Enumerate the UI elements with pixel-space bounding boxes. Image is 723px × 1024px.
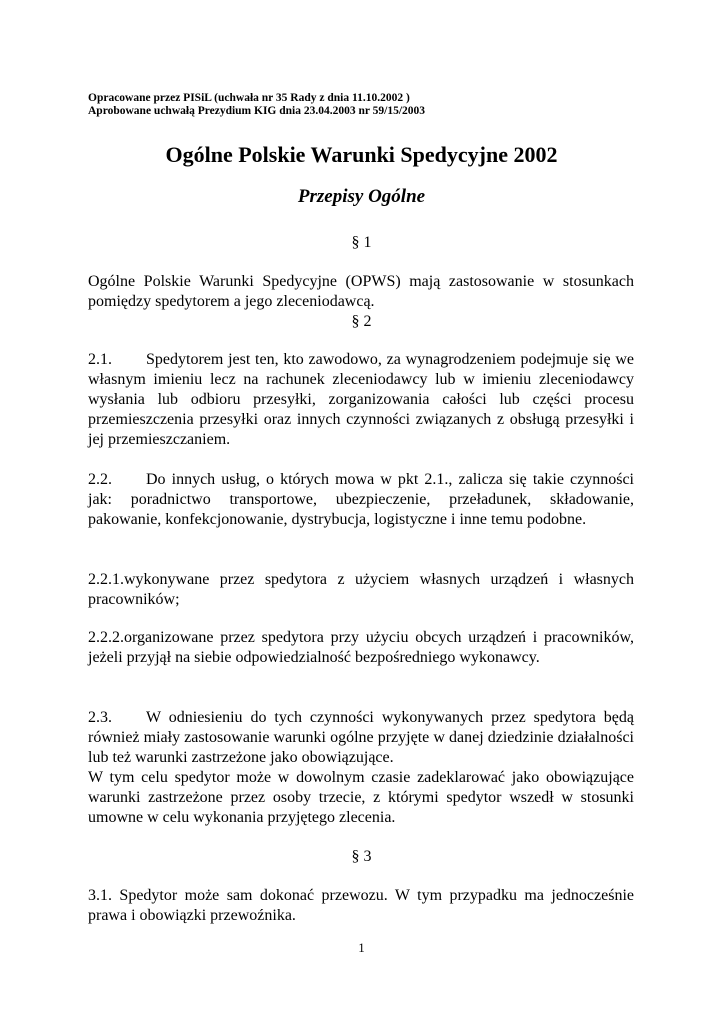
paragraph-2-2-number: 2.2.: [88, 471, 112, 488]
header-line-2: Aprobowane uchwałą Prezydium KIG dnia 23.04.2003 nr 59/15/2003: [88, 105, 426, 117]
paragraph-2-2-1: 2.2.1.wykonywane przez spedytora z użyciem własnych urządzeń i własnych pracowników;: [88, 571, 634, 608]
paragraph-2-3-continued: W tym celu spedytor może w dowolnym czasie zadeklarować jako obowiązujące warunki zastrzeżone przez osoby trzecie, z którymi spedytor wszedł w stosunki umowne w celu wykonania przyjętego zlecenia.: [88, 769, 634, 826]
paragraph-2-1: [88, 350, 634, 450]
paragraph-2-1-text: Spedytorem jest ten, kto zawodowo, za wynagrodzeniem podejmuje się we własnym imieniu lecz na rachunek zleceniodawcy lub w imieniu zleceniodawcy wysłania lub odbioru przesyłki, zorganizowania całości lub części procesu przemieszczenia przesyłki oraz innych czynności związanych z obsługą przesyłki i jej przemieszczaniem.: [88, 351, 634, 448]
document-title: Ogólne Polskie Warunki Spedycyjne 2002: [165, 142, 558, 167]
page-number: 1: [358, 940, 365, 955]
paragraph-1: Ogólne Polskie Warunki Spedycyjne (OPWS) mają zastosowanie w stosunkach pomiędzy spedytorem a jego zleceniodawcą.: [88, 273, 634, 310]
section-3-heading: § 3: [351, 848, 372, 865]
paragraph-2-2-2: 2.2.2.organizowane przez spedytora przy użyciu obcych urządzeń i pracowników, jeżeli przyjął na siebie odpowiedzialność bezpośredniego wykonawcy.: [88, 629, 634, 666]
paragraph-2-2: [88, 470, 634, 530]
section-2-heading: § 2: [351, 313, 372, 330]
paragraph-2-1-number: 2.1.: [88, 351, 112, 368]
paragraph-2-3: [88, 708, 634, 768]
paragraph-2-2-text: Do innych usług, o których mowa w pkt 2.1., zalicza się takie czynności jak: poradnictwo transportowe, ubezpieczenie, przeładunek, składowanie, pakowanie, konfekcjonowanie, dystrybucja, logistyczne i inne temu podobne.: [88, 471, 634, 528]
document-subtitle: Przepisy Ogólne: [297, 186, 426, 207]
paragraph-2-3-number: 2.3.: [88, 709, 112, 726]
header-line-1: Opracowane przez PISiL (uchwała nr 35 Rady z dnia 11.10.2002 ): [88, 92, 410, 104]
section-1-heading: § 1: [351, 234, 372, 251]
paragraph-3-1: 3.1. Spedytor może sam dokonać przewozu. W tym przypadku ma jednocześnie prawa i obowiązki przewoźnika.: [88, 887, 634, 924]
paragraph-2-3-text: W odniesieniu do tych czynności wykonywanych przez spedytora będą również miały zastosowanie warunki ogólne przyjęte w danej dziedzinie działalności lub też warunki zastrzeżone jako obowiązujące.: [88, 709, 634, 766]
